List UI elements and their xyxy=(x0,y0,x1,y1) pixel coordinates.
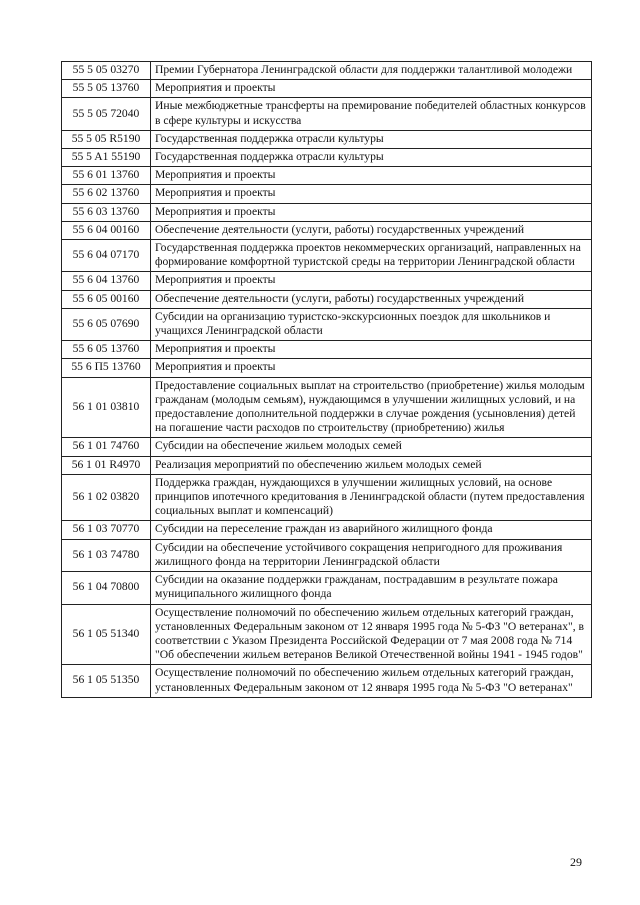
row-code: 55 6 04 13760 xyxy=(62,272,151,290)
row-code: 56 1 05 51350 xyxy=(62,665,151,697)
table-row xyxy=(62,130,592,148)
table-row xyxy=(62,474,592,521)
table-row xyxy=(62,456,592,474)
table-row xyxy=(62,272,592,290)
table-row xyxy=(62,203,592,221)
row-name: Обеспечение деятельности (услуги, работы) государственных учреждений xyxy=(151,290,592,308)
table-row xyxy=(62,221,592,239)
table-row xyxy=(62,438,592,456)
row-code: 56 1 04 70800 xyxy=(62,572,151,604)
row-name: Государственная поддержка отрасли культуры xyxy=(151,130,592,148)
row-code: 55 6 05 13760 xyxy=(62,341,151,359)
row-code: 55 6 02 13760 xyxy=(62,185,151,203)
row-name: Иные межбюджетные трансферты на премирование победителей областных конкурсов в сфере культуры и искусства xyxy=(151,98,592,130)
row-code: 55 5 05 03270 xyxy=(62,62,151,80)
row-code: 56 1 01 R4970 xyxy=(62,456,151,474)
row-name: Субсидии на оказание поддержки гражданам, пострадавшим в результате пожара муниципального жилищного фонда xyxy=(151,572,592,604)
table-row xyxy=(62,149,592,167)
row-code: 55 5 05 72040 xyxy=(62,98,151,130)
row-name: Мероприятия и проекты xyxy=(151,167,592,185)
row-code: 55 5 05 13760 xyxy=(62,80,151,98)
row-code: 55 6 05 07690 xyxy=(62,308,151,340)
row-name: Мероприятия и проекты xyxy=(151,359,592,377)
row-code: 55 6 05 00160 xyxy=(62,290,151,308)
table-row xyxy=(62,240,592,272)
table-row xyxy=(62,665,592,697)
row-name: Государственная поддержка проектов некоммерческих организаций, направленных на формирование комфортной туристской среды на территории Ленинградской области xyxy=(151,240,592,272)
row-name: Субсидии на обеспечение жильем молодых семей xyxy=(151,438,592,456)
row-name: Субсидии на переселение граждан из аварийного жилищного фонда xyxy=(151,521,592,539)
row-code: 56 1 02 03820 xyxy=(62,474,151,521)
row-name: Осуществление полномочий по обеспечению жильем отдельных категорий граждан, установленных Федеральным законом от 12 января 1995 года № 5-ФЗ "О ветеранах", в соответствии с Указом Президента Российской Федерации от 7 мая 2008 года № 714 "Об обеспечении жильем ветеранов Великой Отечественной войны 1941 - 1945 годов" xyxy=(151,604,592,665)
table-body xyxy=(62,62,592,698)
row-name: Премии Губернатора Ленинградской области для поддержки талантливой молодежи xyxy=(151,62,592,80)
row-code: 56 1 03 74780 xyxy=(62,539,151,571)
row-code: 56 1 01 74760 xyxy=(62,438,151,456)
row-name: Субсидии на организацию туристско-экскурсионных поездок для школьников и учащихся Ленинградской области xyxy=(151,308,592,340)
row-name: Субсидии на обеспечение устойчивого сокращения непригодного для проживания жилищного фонда на территории Ленинградской области xyxy=(151,539,592,571)
row-name: Поддержка граждан, нуждающихся в улучшении жилищных условий, на основе принципов ипотечного кредитования в Ленинградской области (путем предоставления социальных выплат и компенсаций) xyxy=(151,474,592,521)
row-name: Реализация мероприятий по обеспечению жильем молодых семей xyxy=(151,456,592,474)
table-row xyxy=(62,185,592,203)
row-name: Мероприятия и проекты xyxy=(151,203,592,221)
table-row xyxy=(62,521,592,539)
row-code: 55 6 04 07170 xyxy=(62,240,151,272)
row-name: Осуществление полномочий по обеспечению жильем отдельных категорий граждан, установленных Федеральным законом от 12 января 1995 года № 5-ФЗ "О ветеранах" xyxy=(151,665,592,697)
row-name: Мероприятия и проекты xyxy=(151,80,592,98)
row-name: Мероприятия и проекты xyxy=(151,185,592,203)
row-name: Предоставление социальных выплат на строительство (приобретение) жилья молодым гражданам (молодым семьям), нуждающимся в улучшении жилищных условий, и на предоставление дополнительной поддержки в случае рождения (усыновления) детей на погашение части расходов по строительству (приобретению) жилья xyxy=(151,377,592,438)
row-name: Мероприятия и проекты xyxy=(151,341,592,359)
row-code: 56 1 03 70770 xyxy=(62,521,151,539)
row-name: Мероприятия и проекты xyxy=(151,272,592,290)
row-code: 56 1 05 51340 xyxy=(62,604,151,665)
table-row xyxy=(62,62,592,80)
row-code: 56 1 01 03810 xyxy=(62,377,151,438)
row-code: 55 6 03 13760 xyxy=(62,203,151,221)
page-number: 29 xyxy=(570,855,582,869)
table-row xyxy=(62,341,592,359)
table-row xyxy=(62,359,592,377)
row-code: 55 6 01 13760 xyxy=(62,167,151,185)
table-row xyxy=(62,290,592,308)
table-row xyxy=(62,539,592,571)
row-code: 55 5 A1 55190 xyxy=(62,149,151,167)
budget-classification-table xyxy=(61,61,592,698)
table-row xyxy=(62,98,592,130)
row-code: 55 6 П5 13760 xyxy=(62,359,151,377)
table-row xyxy=(62,604,592,665)
table-row xyxy=(62,377,592,438)
table-row xyxy=(62,167,592,185)
table-row xyxy=(62,80,592,98)
row-name: Обеспечение деятельности (услуги, работы) государственных учреждений xyxy=(151,221,592,239)
row-code: 55 5 05 R5190 xyxy=(62,130,151,148)
table-row xyxy=(62,572,592,604)
row-code: 55 6 04 00160 xyxy=(62,221,151,239)
row-name: Государственная поддержка отрасли культуры xyxy=(151,149,592,167)
table-row xyxy=(62,308,592,340)
